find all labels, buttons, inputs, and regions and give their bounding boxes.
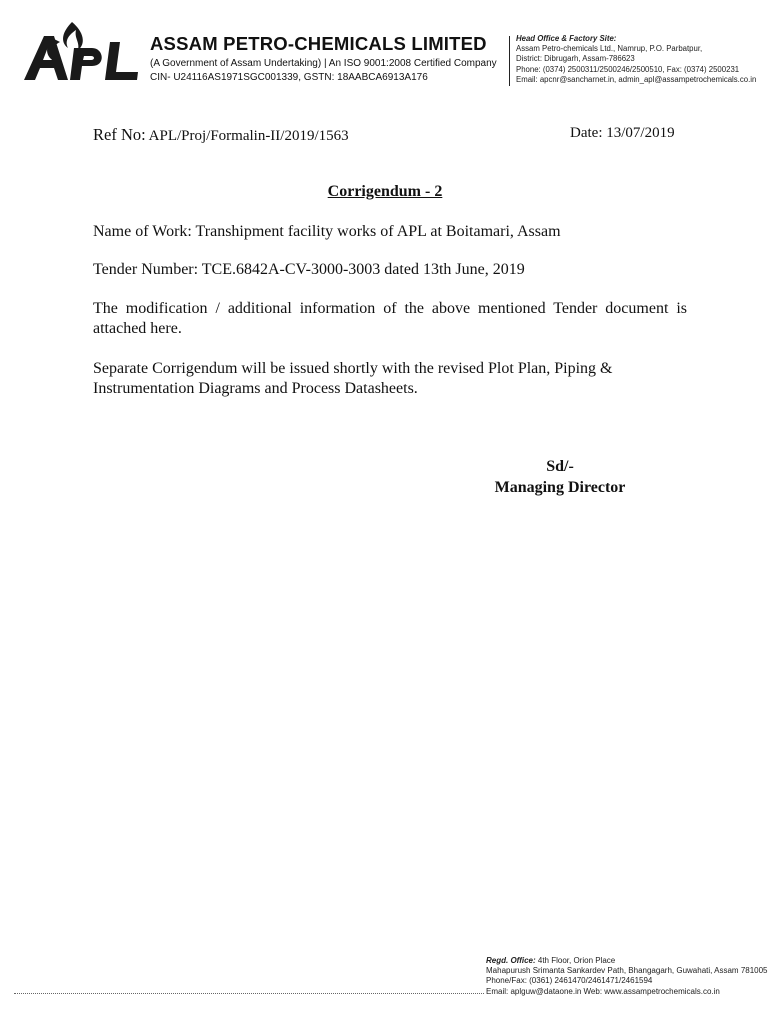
signature: Sd/- — [546, 458, 574, 475]
company-tagline: (A Government of Assam Undertaking) | An ISO 9001:2008 Certified Company — [150, 58, 497, 69]
company-logo — [22, 18, 140, 84]
registered-office-heading: Regd. Office: — [486, 956, 536, 965]
reference-number — [93, 125, 349, 145]
registered-office-first-line: 4th Floor, Orion Place — [537, 956, 616, 965]
footer-dotted-rule — [14, 993, 484, 994]
registered-office-line — [486, 956, 768, 966]
company-identifiers: CIN- U24116AS1971SGC001339, GSTN: 18AABCA6913A176 — [150, 72, 428, 83]
name-of-work: Name of Work: Transhipment facility works of APL at Boitamari, Assam — [93, 223, 561, 240]
designation: Managing Director — [494, 479, 626, 496]
registered-office-line: Mahapurush Srimanta Sankardev Path, Bhangagarh, Guwahati, Assam 781005 — [486, 966, 768, 976]
head-office-line: Assam Petro-chemicals Ltd., Namrup, P.O. Parbatpur, — [516, 44, 703, 54]
tender-number: Tender Number: TCE.6842A-CV-3000-3003 dated 13th June, 2019 — [93, 261, 525, 278]
head-office-address — [516, 34, 766, 85]
modification-note: The modification / additional information of the above mentioned Tender document is attached here. — [93, 300, 687, 337]
registered-office-address — [486, 956, 768, 997]
head-office-line: District: Dibrugarh, Assam-786623 — [516, 54, 635, 64]
header-divider — [509, 36, 510, 86]
separate-corrigendum-note: Separate Corrigendum will be issued shortly with the revised Plot Plan, Piping & Instrumentation Diagrams and Process Datasheets. — [93, 360, 613, 397]
head-office-line: Email: apcnr@sancharnet.in, admin_apl@assampetrochemicals.co.in — [516, 74, 757, 84]
head-office-heading: Head Office & Factory Site: — [516, 34, 617, 43]
company-name: ASSAM PETRO-CHEMICALS LIMITED — [150, 33, 487, 54]
reference-label: Ref No: — [93, 125, 146, 144]
head-office-line: Phone: (0374) 2500311/2500246/2500510, Fax: (0374) 2500231 — [516, 64, 740, 74]
registered-office-line: Email: aplguw@dataone.in Web: www.assampetrochemicals.co.in — [486, 986, 720, 996]
document-title: Corrigendum - 2 — [327, 183, 443, 200]
reference-value: APL/Proj/Formalin-II/2019/1563 — [148, 128, 349, 144]
letter-date: Date: 13/07/2019 — [570, 125, 675, 141]
registered-office-line: Phone/Fax: (0361) 2461470/2461471/2461594 — [486, 976, 653, 986]
signature-block — [460, 456, 660, 498]
